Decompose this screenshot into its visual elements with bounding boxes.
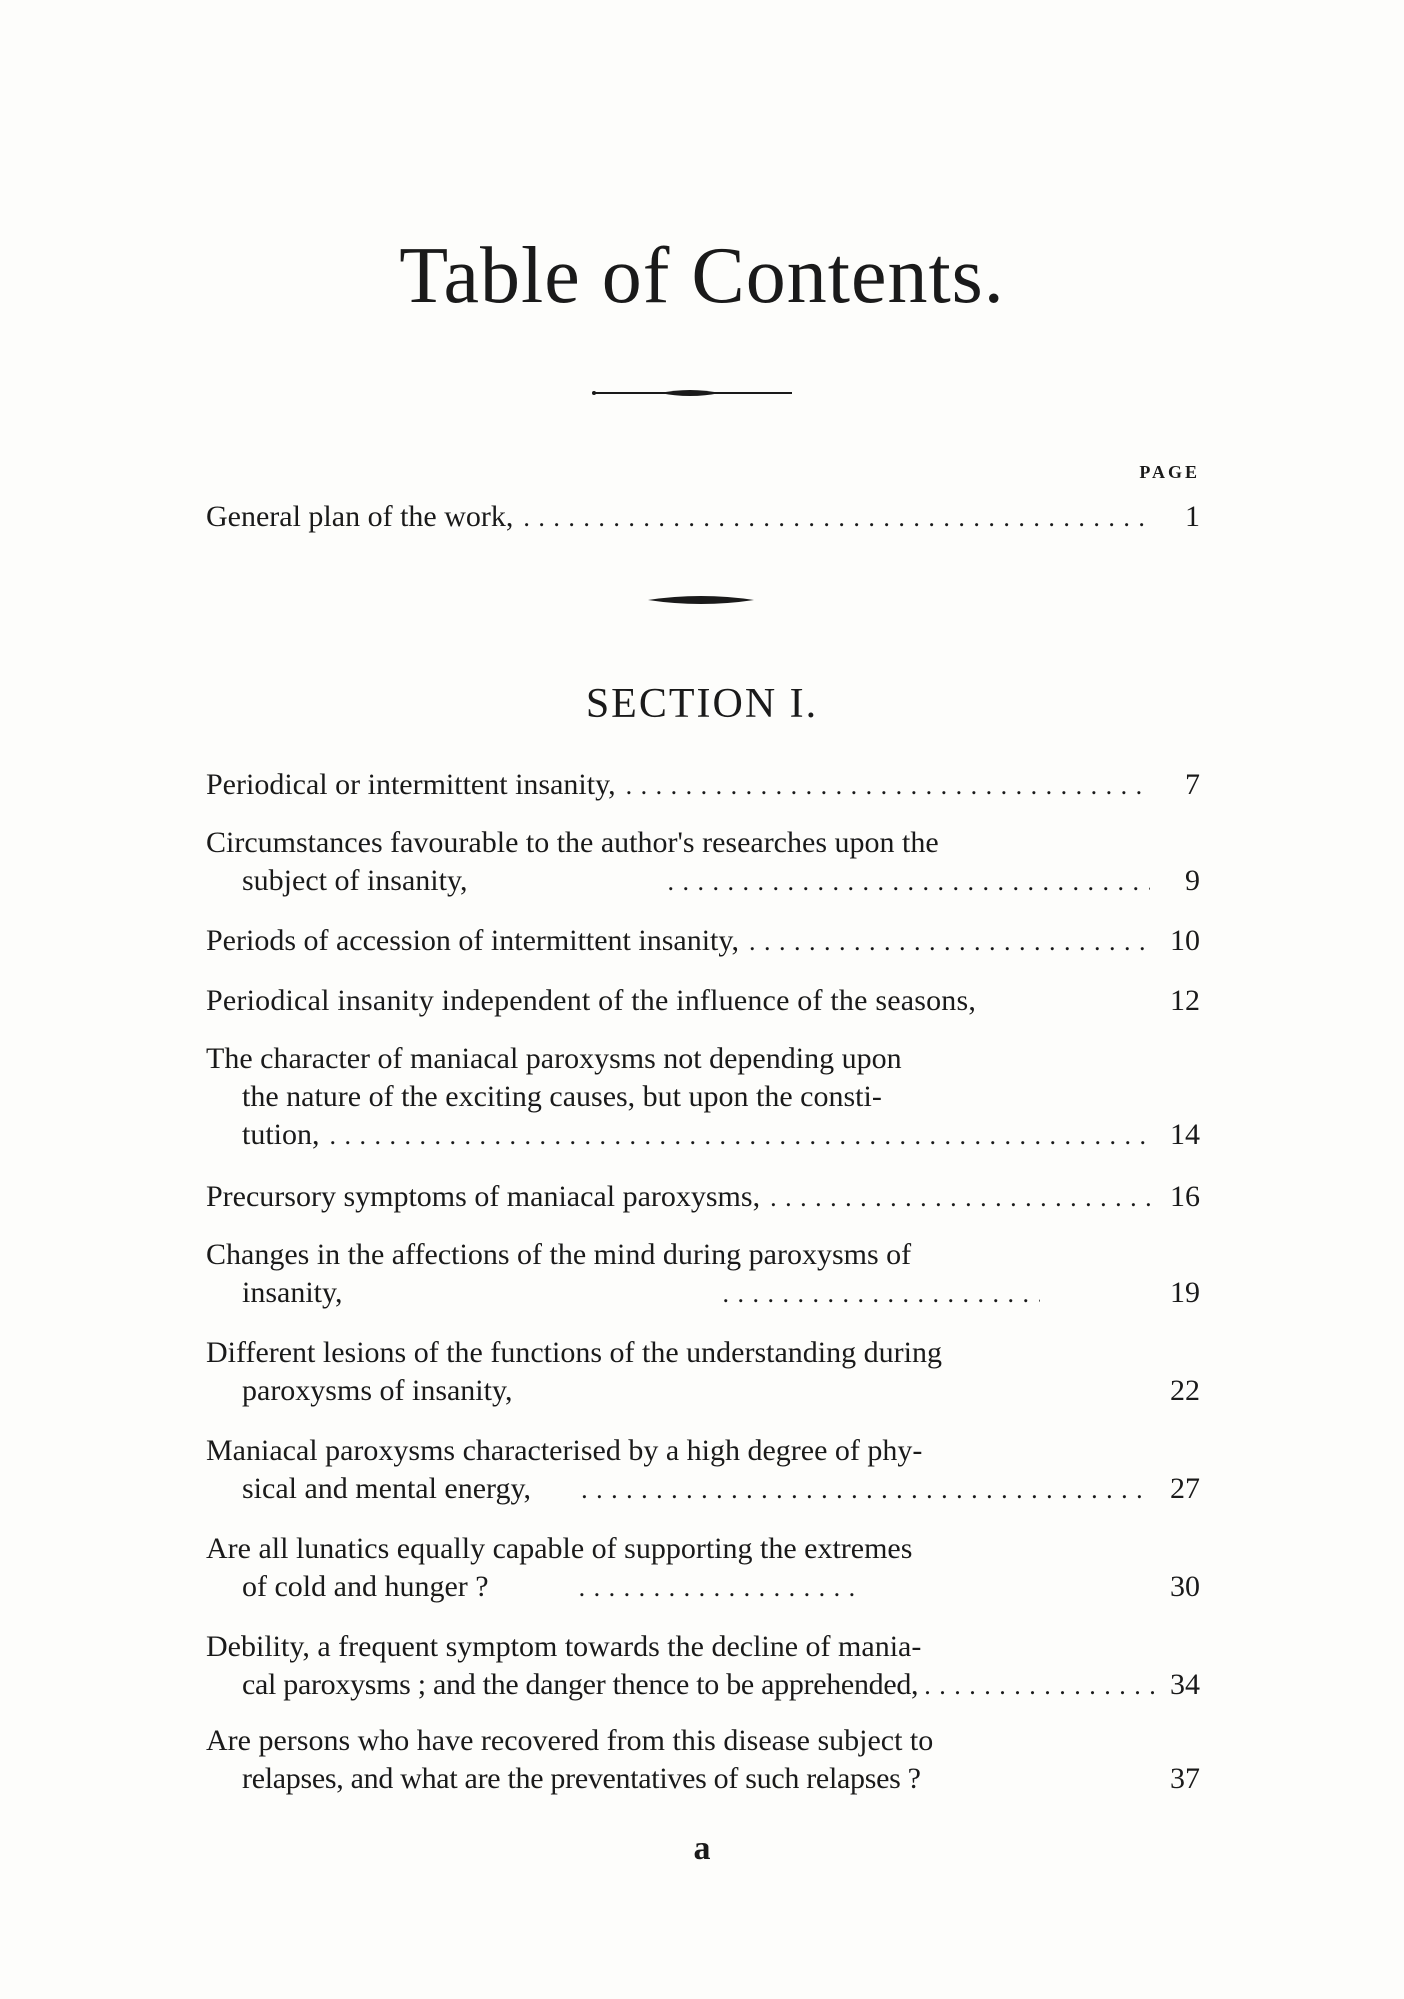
entry-page: 30 [1170,1570,1200,1603]
entry-text: sical and mental energy, [242,1472,532,1505]
dot-leader [626,767,1150,805]
entry-text: of cold and hunger ? [242,1570,489,1603]
entry-text: cal paroxysms ; and the danger thence to be apprehended, [242,1668,919,1701]
toc-entry [206,922,1200,961]
toc-entry [206,1432,1200,1509]
entry-page: 19 [1170,1276,1200,1309]
toc-entry [206,1628,1200,1705]
toc-entry-intro [206,498,1200,537]
entry-page: 27 [1170,1472,1200,1505]
entry-text: Precursory symptoms of maniacal paroxysms, [206,1180,761,1213]
entry-text: General plan of the work, [206,500,514,533]
entry-page: 7 [1185,768,1200,801]
entry-text: insanity, [242,1276,343,1309]
entry-text: relapses, and what are the preventatives of such relapses ? [242,1762,921,1795]
dot-leader [581,1471,1150,1509]
entry-text: Circumstances favourable to the author's researches upon the [206,826,939,859]
entry-text: Changes in the affections of the mind during paroxysms of [206,1238,912,1271]
entry-text: Are persons who have recovered from this disease subject to [206,1724,934,1757]
dot-leader [924,1667,1154,1705]
dot-leader [749,923,1150,961]
ornament-rule-top [590,386,796,400]
dot-leader [770,1179,1150,1217]
entry-text: paroxysms of insanity, [242,1374,513,1407]
dot-leader [723,1275,1040,1313]
dot-leader [523,499,1150,537]
toc-entry [206,1530,1200,1607]
page-column-label: PAGE [1139,462,1200,482]
entry-page: 16 [1170,1180,1200,1213]
entry-page: 22 [1170,1374,1200,1407]
entry-page: 10 [1170,924,1200,957]
toc-entry [206,1334,1200,1411]
toc-entry [206,824,1200,901]
entry-text: the nature of the exciting causes, but upon the consti- [242,1080,882,1113]
entry-text: Periodical insanity independent of the influence of the seasons, [206,984,977,1017]
toc-entry [206,982,1200,1021]
entry-page: 14 [1170,1118,1200,1151]
entry-text: The character of maniacal paroxysms not depending upon [206,1042,902,1075]
entry-page: 1 [1185,500,1200,533]
entry-text: Are all lunatics equally capable of supporting the extremes [206,1532,913,1565]
entry-page: 9 [1185,864,1200,897]
dot-leader [330,1117,1150,1155]
toc-entry [206,1722,1200,1799]
entry-text: subject of insanity, [242,864,468,897]
entry-page: 12 [1170,984,1200,1017]
entry-text: tution, [242,1118,320,1151]
section-heading: SECTION I. [585,681,819,727]
toc-entry [206,1236,1200,1313]
page-title: Table of Contents. [399,232,1005,320]
entry-page: 37 [1170,1762,1200,1795]
entry-page: 34 [1170,1668,1200,1701]
dot-leader [579,1569,860,1607]
toc-entry [206,766,1200,805]
entry-text: Periodical or intermittent insanity, [206,768,616,801]
ornament-rule-middle [646,594,756,606]
toc-entry [206,1040,1200,1155]
entry-text: Maniacal paroxysms characterised by a high degree of phy- [206,1434,923,1467]
dot-leader [668,863,1150,901]
toc-entry [206,1178,1200,1217]
entry-text: Debility, a frequent symptom towards the decline of mania- [206,1630,922,1663]
entry-text: Periods of accession of intermittent insanity, [206,924,739,957]
printer-signature-mark: a [693,1830,711,1867]
entry-text: Different lesions of the functions of the understanding during [206,1336,942,1369]
